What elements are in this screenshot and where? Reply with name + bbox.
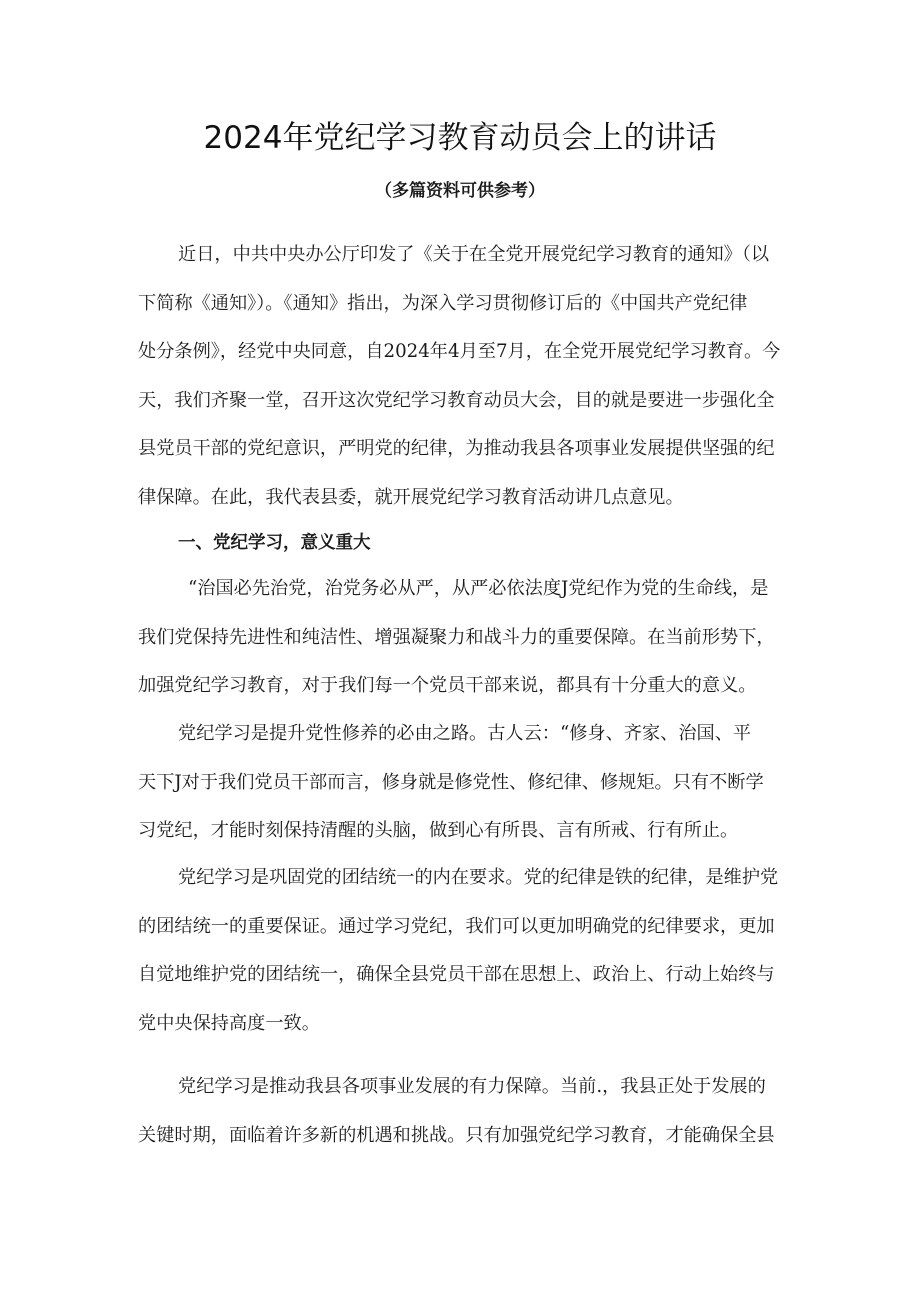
paragraph-line: 党纪学习是提升党性修养的必由之路。古人云：“修身、齐家、治国、平 <box>178 723 752 744</box>
paragraph-line: “治国必先治党，治党务必从严，从严必依法度J党纪作为党的生命线，是 <box>188 578 769 599</box>
paragraph-line: 党中央保持高度一致。 <box>138 1012 320 1034</box>
paragraph-line: 自觉地维护党的团结统一，确保全县党员干部在思想上、政治上、行动上始终与 <box>138 964 775 986</box>
section-heading: 一、党纪学习，意义重大 <box>178 533 371 553</box>
paragraph-line: 关键时期，面临着许多新的机遇和挑战。只有加强党纪学习教育，才能确保全县 <box>138 1124 775 1146</box>
intro-paragraph <box>138 231 788 523</box>
section-paragraph-1 <box>138 565 788 711</box>
paragraph-line: 加强党纪学习教育，对于我们每一个党员干部来说，都具有十分重大的意义。 <box>138 675 757 697</box>
paragraph-line: 党纪学习是巩固党的团结统一的内在要求。党的纪律是铁的纪律，是维护党 <box>178 867 779 888</box>
paragraph-line: 县党员干部的党纪意识，严明党的纪律，为推动我县各项事业发展提供坚强的纪 <box>138 438 775 460</box>
section-paragraph-3 <box>138 854 788 1048</box>
paragraph-line: 近日，中共中央办公厅印发了《关于在全党开展党纪学习教育的通知》（以 <box>178 244 770 265</box>
document-subtitle: （多篇资料可供参考） <box>375 181 545 201</box>
paragraph-line: 我们党保持先进性和纯洁性、增强凝聚力和战斗力的重要保障。在当前形势下， <box>138 626 775 648</box>
paragraph-line: 党纪学习是推动我县各项事业发展的有力保障。当前.，我县正处于发展的 <box>178 1076 766 1097</box>
paragraph-line: 天，我们齐聚一堂，召开这次党纪学习教育动员大会，目的就是要进一步强化全 <box>138 389 775 411</box>
paragraph-line: 天下J对于我们党员干部而言，修身就是修党性、修纪律、修规矩。只有不断学 <box>138 771 764 793</box>
paragraph-line: 律保障。在此，我代表县委，就开展党纪学习教育活动讲几点意见。 <box>138 486 684 508</box>
document-title: 2024年党纪学习教育动员会上的讲话 <box>203 120 717 156</box>
paragraph-line: 下简称《通知》）。《通知》指出，为深入学习贯彻修订后的《中国共产党纪律 <box>138 292 748 314</box>
paragraph-line: 的团结统一的重要保证。通过学习党纪，我们可以更加明确党的纪律要求，更加 <box>138 915 775 937</box>
paragraph-line: 处分条例》，经党中央同意，自2024年4月至7月，在全党开展党纪学习教育。今 <box>138 341 781 363</box>
section-paragraph-4 <box>138 1063 788 1160</box>
section-paragraph-2 <box>138 710 788 856</box>
paragraph-line: 习党纪，才能时刻保持清醒的头脑，做到心有所畏、言有所戒、行有所止。 <box>138 820 739 842</box>
